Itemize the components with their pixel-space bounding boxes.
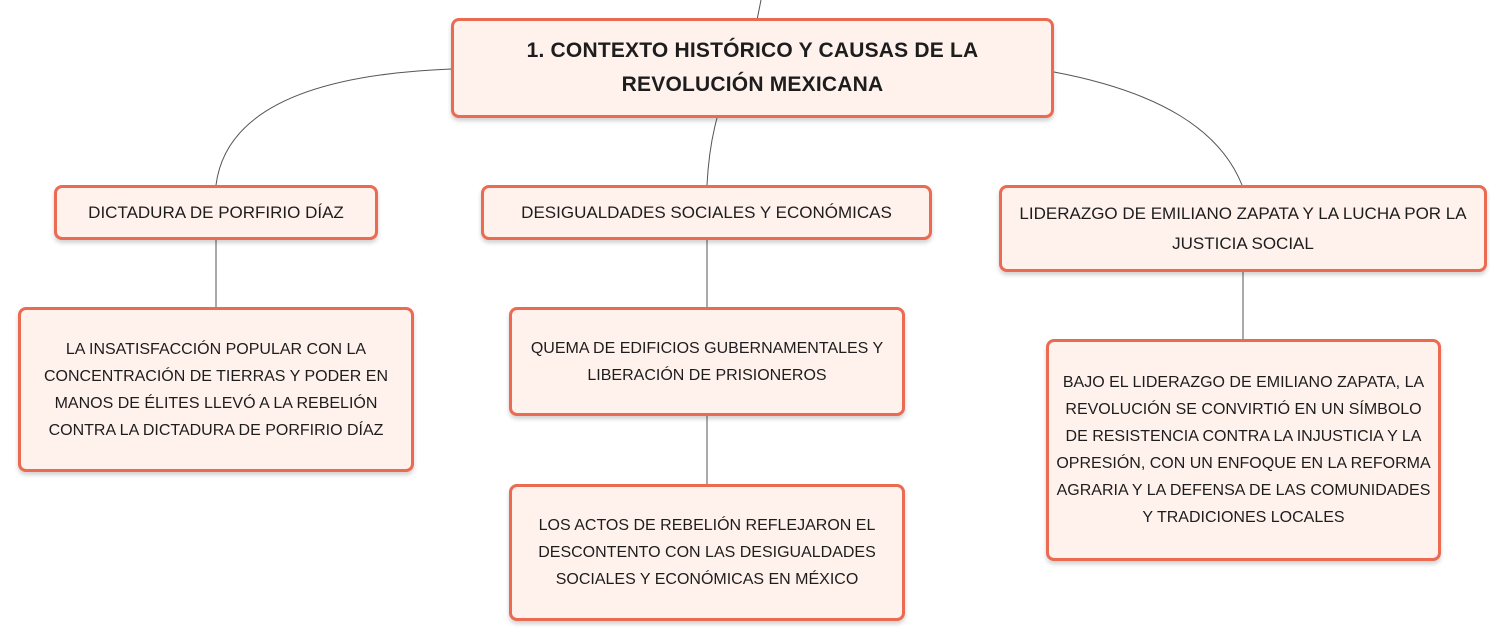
subtopic-label-liderazgo-zapata: BAJO EL LIDERAZGO DE EMILIANO ZAPATA, LA REVOLUCIÓN SE CONVIRTIÓ EN UN SÍMBOLO DE RESISTENCIA CONTRA LA INJUSTICIA Y LA OPRESIÓN, CON UN ENFOQUE EN LA REFORMA AGRARIA Y LA DEFENSA DE LAS COMUNIDADES Y TRADICIONES LOCALES (1056, 374, 1431, 526)
root-topic-node[interactable] (451, 18, 1054, 118)
connector-root-to-desigualdades (707, 118, 717, 185)
subtopic-node-liderazgo-zapata[interactable] (1046, 339, 1441, 561)
topic-label-zapata: LIDERAZGO DE EMILIANO ZAPATA Y LA LUCHA POR LA JUSTICIA SOCIAL (1019, 203, 1467, 253)
topic-node-zapata[interactable] (999, 185, 1487, 272)
topic-label-desigualdades: DESIGUALDADES SOCIALES Y ECONÓMICAS (521, 202, 892, 222)
topic-node-dictadura[interactable] (54, 185, 378, 240)
topic-node-desigualdades[interactable] (481, 185, 932, 240)
topic-label-dictadura: DICTADURA DE PORFIRIO DÍAZ (88, 202, 344, 222)
subtopic-node-quema[interactable] (509, 307, 905, 416)
root-topic-label: 1. CONTEXTO HISTÓRICO Y CAUSAS DE LA REVOLUCIÓN MEXICANA (526, 39, 979, 96)
subtopic-label-quema: QUEMA DE EDIFICIOS GUBERNAMENTALES Y LIBERACIÓN DE PRISIONEROS (530, 339, 884, 384)
subtopic-label-actos: LOS ACTOS DE REBELIÓN REFLEJARON EL DESCONTENTO CON LAS DESIGUALDADES SOCIALES Y ECONÓMICAS EN MÉXICO (538, 517, 876, 588)
subtopic-node-actos[interactable] (509, 484, 905, 621)
subtopic-label-insatisfaccion: LA INSATISFACCIÓN POPULAR CON LA CONCENTRACIÓN DE TIERRAS Y PODER EN MANOS DE ÉLITES LLEVÓ A LA REBELIÓN CONTRA LA DICTADURA DE PORFIRIO DÍAZ (43, 340, 389, 439)
connector-root-to-dictadura (216, 69, 451, 185)
connector-root-parent (757, 0, 761, 20)
subtopic-node-insatisfaccion[interactable] (18, 307, 414, 472)
connector-root-to-zapata (1054, 72, 1242, 185)
